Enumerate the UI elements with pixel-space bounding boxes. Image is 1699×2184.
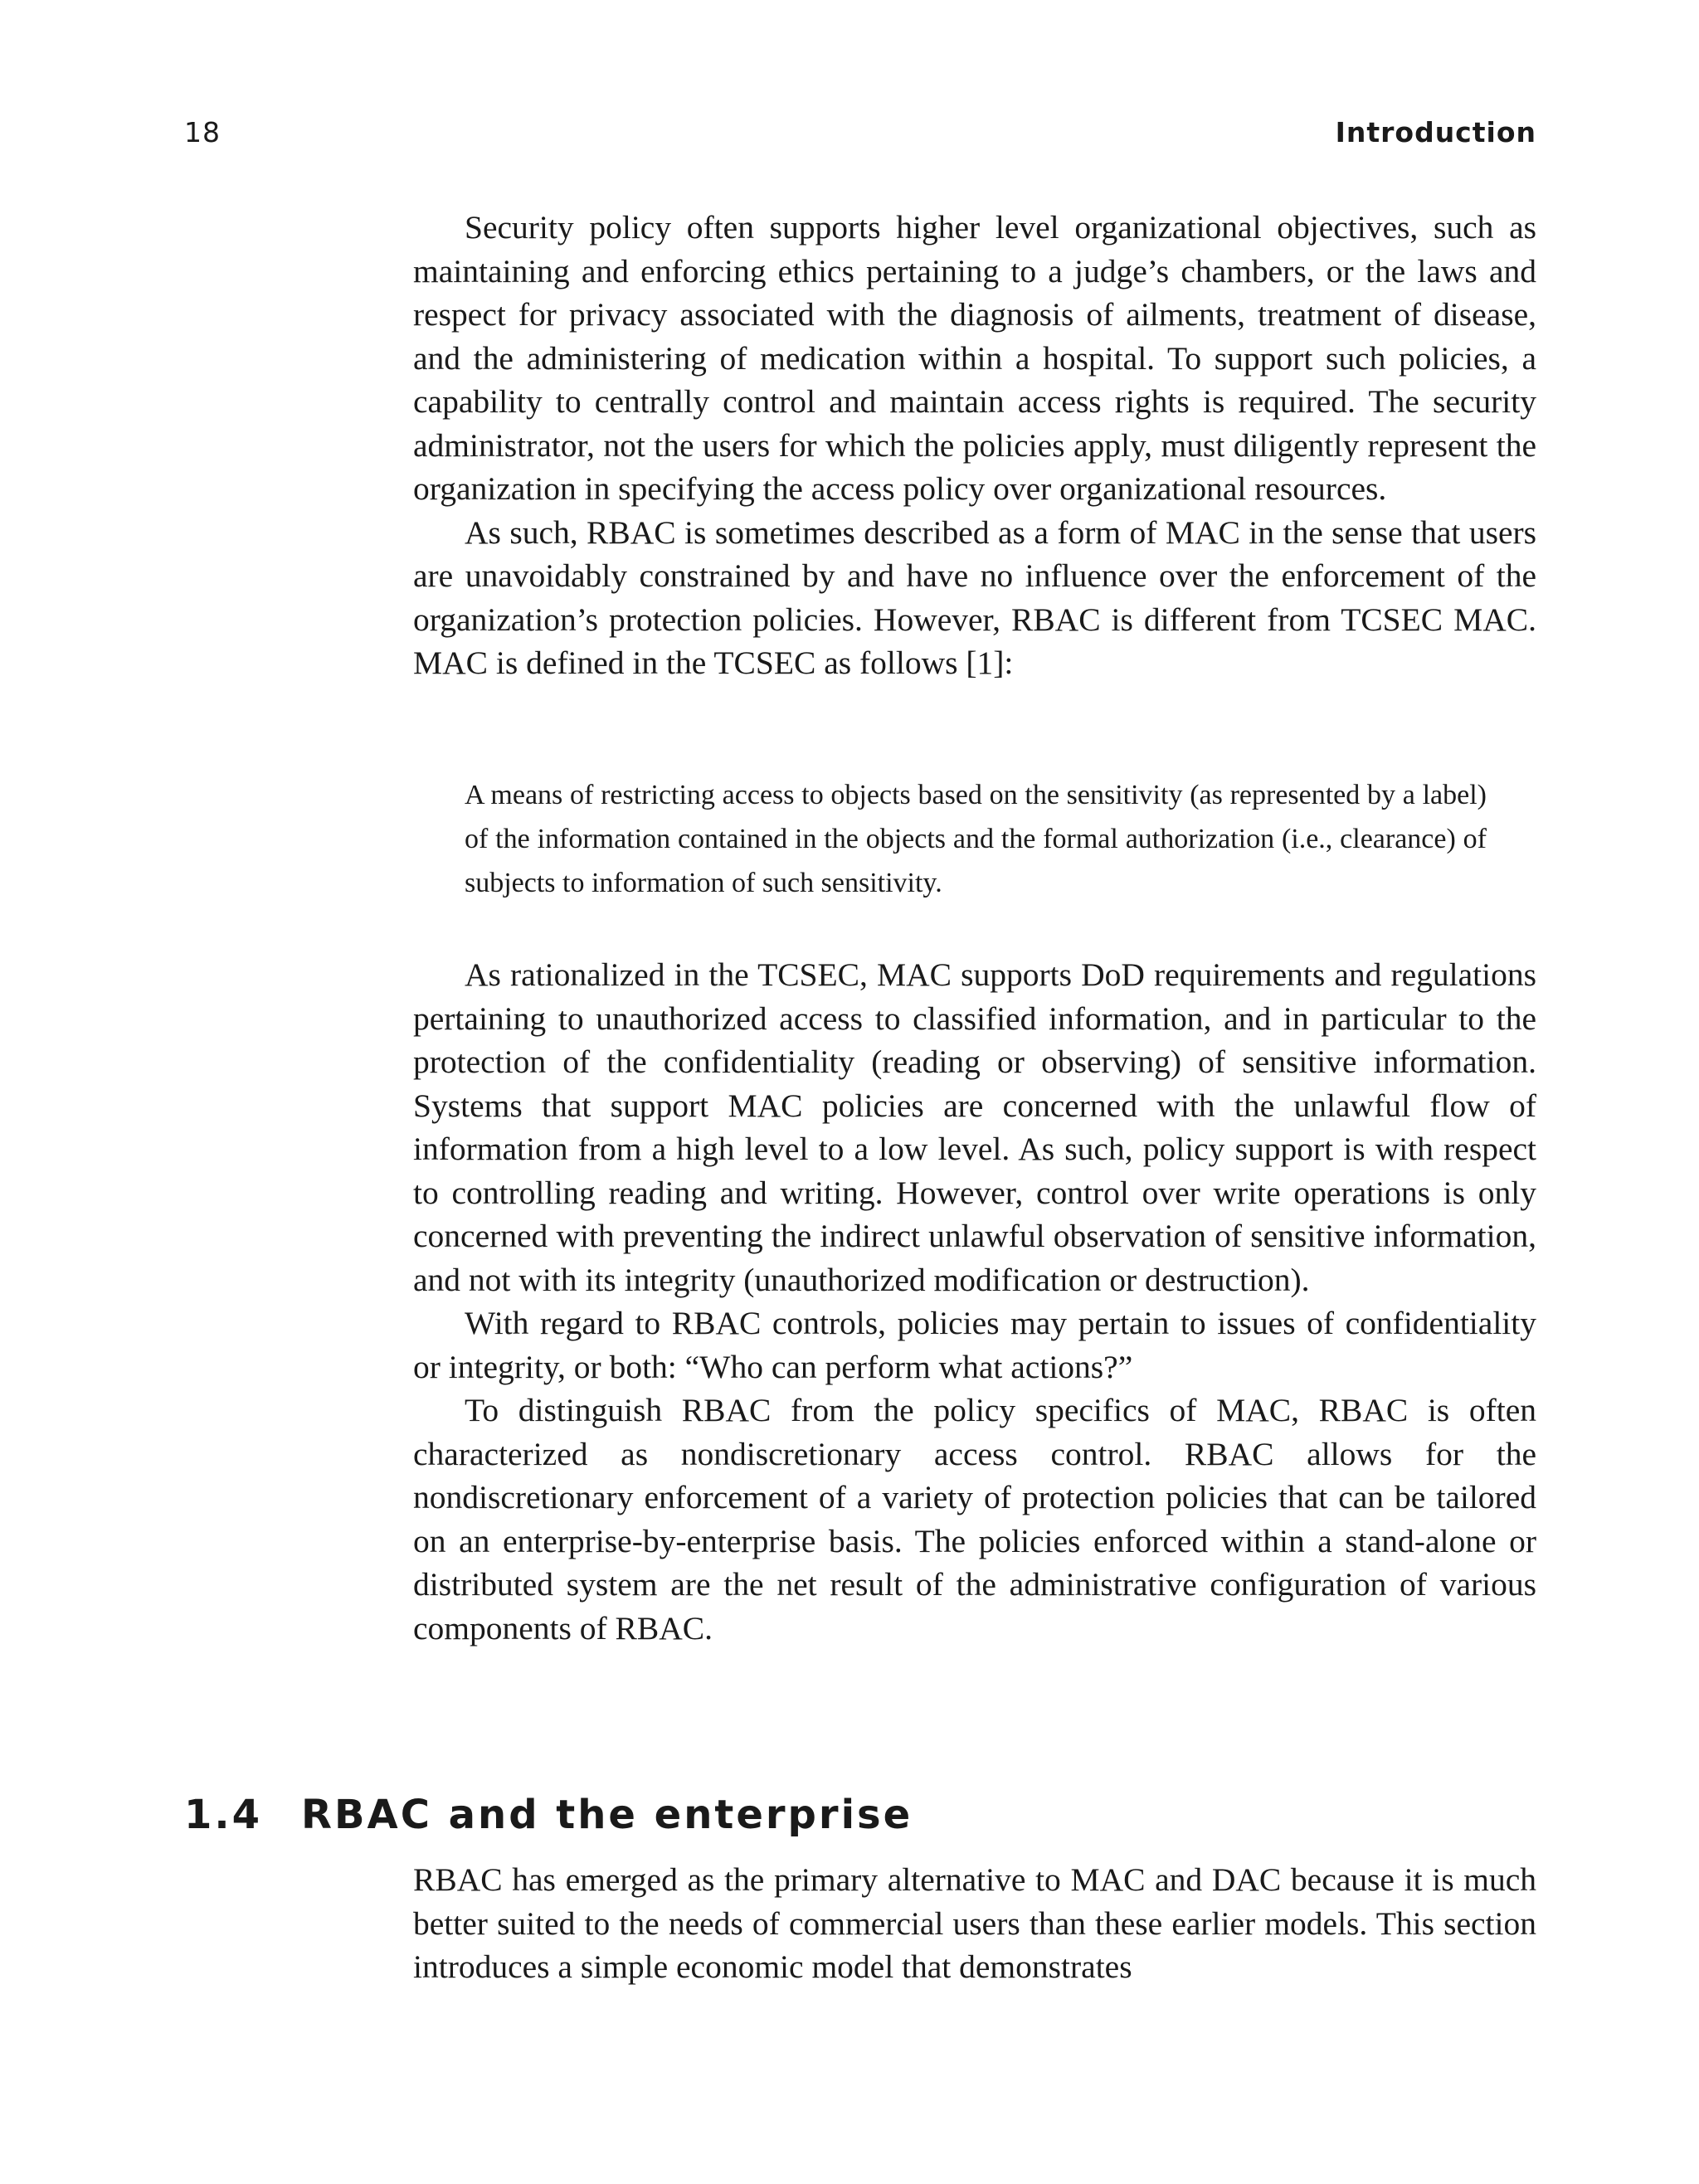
paragraph: Security policy often supports higher level organizational objectives, such as maintaining and enforcing ethics pertaining to a judge’s chambers, or the laws and respect for privacy associated with the diagnosis of ailments, treatment of disease, and the administering of medication within a hospital. To support such policies, a capability to centrally control and maintain access rights is required. The security administrator, not the users for which the policies apply, must diligently represent the organization in specifying the access policy over organizational resources. <box>413 209 1536 507</box>
section-heading <box>184 1792 1536 1838</box>
page-number: 18 <box>184 116 221 148</box>
body-text-after-quote <box>413 953 1536 1650</box>
paragraph: With regard to RBAC controls, policies may pertain to issues of confidentiality or integrity, or both: “Who can perform what actions?” <box>413 1305 1536 1385</box>
paragraph: As rationalized in the TCSEC, MAC supports DoD requirements and regulations pertaining to unauthorized access to classified information, and in particular to the protection of the confidentiality (reading or observing) of sensitive information. Systems that support MAC policies are concerned with the unlawful flow of information from a high level to a low level. As such, policy support is with respect to controlling reading and writing. However, control over write operations is only concerned with preventing the indirect unlawful observation of sensitive information, and not with its integrity (unauthorized modification or destruction). <box>413 956 1536 1298</box>
body-text-before-quote <box>413 206 1536 685</box>
body-text-section <box>413 1858 1536 1989</box>
chapter-title: Introduction <box>1335 116 1536 148</box>
running-head <box>184 116 1536 158</box>
paragraph: RBAC has emerged as the primary alternative to MAC and DAC because it is much better suited to the needs of commercial users than these earlier models. This section introduces a simple economic model that demonstrates <box>413 1861 1536 1985</box>
section-title: RBAC and the enterprise <box>301 1792 913 1838</box>
section-number: 1.4 <box>184 1792 263 1838</box>
block-quote: A means of restricting access to objects based on the sensitivity (as represented by a label) of the information contained in the objects and the formal authorization (i.e., clearance) of subjects to information of such sensitivity. <box>465 780 1487 898</box>
paragraph: To distinguish RBAC from the policy specifics of MAC, RBAC is often characterized as nondiscretionary access control. RBAC allows for the nondiscretionary enforcement of a variety of protection policies that can be tailored on an enterprise-by-enterprise basis. The policies enforced within a stand-alone or distributed system are the net result of the administrative configuration of various components of RBAC. <box>413 1392 1536 1647</box>
paragraph: As such, RBAC is sometimes described as a form of MAC in the sense that users are unavoidably constrained by and have no influence over the enforcement of the organization’s protection policies. However, RBAC is different from TCSEC MAC. MAC is defined in the TCSEC as follows [1]: <box>413 513 1536 681</box>
